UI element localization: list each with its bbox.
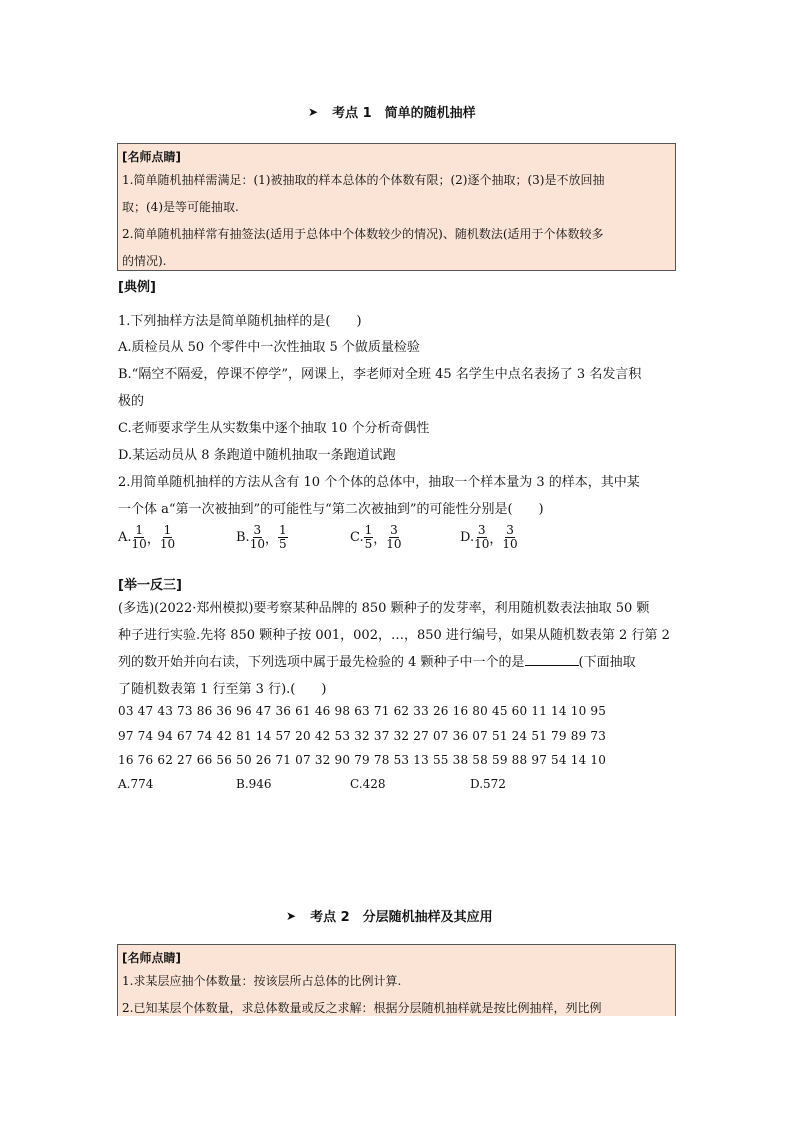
- separator: ，: [489, 532, 503, 547]
- separator: ，: [264, 532, 278, 547]
- tip-box: [117, 143, 676, 271]
- denominator: 5: [364, 537, 373, 551]
- fraction: [278, 524, 288, 551]
- question-1-option-b-cont: 极的: [118, 394, 145, 409]
- question-3-line: 种子进行实验.先将 850 颗种子按 001，002，…，850 进行编号，如果从随机数表第 2 行第 2: [118, 628, 670, 643]
- option-label: A.: [118, 530, 132, 545]
- section-heading-2: [286, 906, 493, 925]
- question-3-option-d: D.572: [470, 777, 506, 791]
- option-label: D.: [460, 530, 475, 545]
- numerator: 1: [135, 523, 143, 537]
- random-number-row: 16 76 62 27 66 56 50 26 71 07 32 90 79 78 53 13 55 38 58 59 88 97 54 14 10: [118, 753, 607, 767]
- tip-line: 的情况).: [122, 254, 167, 268]
- numerator: 1: [163, 523, 172, 537]
- denominator: 5: [278, 537, 287, 551]
- tip-line: 2.已知某层个体数量，求总体数量或反之求解：根据分层随机抽样就是按比例抽样，列比例: [122, 1001, 602, 1015]
- page-cutoff: [117, 1016, 676, 1126]
- question-3-line: [118, 651, 636, 670]
- arrowhead-icon: ➤: [308, 104, 319, 119]
- option-label: C.: [350, 530, 364, 545]
- fraction: [386, 524, 401, 551]
- question-2-option-c: [350, 524, 402, 551]
- question-2-option-b: [236, 524, 288, 551]
- fraction: [502, 524, 517, 551]
- denominator: 10: [386, 537, 402, 551]
- numerator: 1: [364, 523, 373, 537]
- fraction: [132, 524, 147, 551]
- section-heading-1: [308, 102, 476, 121]
- section-title: 考点 2 分层随机抽样及其应用: [310, 910, 493, 925]
- question-2-option-a: [118, 524, 175, 551]
- question-3-line: 了随机数表第 1 行至第 3 行).( ): [118, 682, 327, 697]
- denominator: 10: [502, 537, 518, 551]
- question-3-text: (下面抽取: [578, 655, 636, 670]
- numerator: 3: [506, 523, 514, 537]
- question-3-line: (多选)(2022·郑州模拟)要考察某种品牌的 850 颗种子的发芽率，利用随机数表法抽取 50 颗: [118, 601, 650, 616]
- question-1-option-b: B.“隔空不隔爱，停课不停学”，网课上，李老师对全班 45 名学生中点名表扬了 3 名发言积: [118, 367, 642, 382]
- question-3-option-a: A.774: [118, 777, 154, 791]
- practice-tag: [举一反三]: [118, 578, 182, 593]
- tip-line: 1.简单随机抽样需满足：(1)被抽取的样本总体的个体数有限；(2)逐个抽取；(3)是不放回抽: [122, 173, 605, 187]
- numerator: 3: [390, 523, 398, 537]
- fraction: [474, 524, 489, 551]
- random-number-row: 97 74 94 67 74 42 81 14 57 20 42 53 32 37 32 27 07 36 07 51 24 51 79 89 73: [118, 729, 607, 743]
- question-1-option-a: A.质检员从 50 个零件中一次性抽取 5 个做质量检验: [118, 340, 420, 355]
- denominator: 10: [159, 537, 176, 551]
- tip-line: 2.简单随机抽样常有抽签法(适用于总体中个体数较少的情况)、随机数法(适用于个体数较多: [122, 227, 604, 241]
- numerator: 3: [253, 523, 262, 537]
- answer-blank: [525, 653, 579, 666]
- question-1-stem: 1.下列抽样方法是简单随机抽样的是( ): [118, 314, 362, 329]
- example-tag: [典例]: [118, 280, 156, 295]
- question-3-text: 列的数开始并向右读，下列选项中属于最先检验的 4 颗种子中一个的是: [118, 655, 525, 670]
- random-number-row: 03 47 43 73 86 36 96 47 36 61 46 98 63 71 62 33 26 16 80 45 60 11 14 10 95: [118, 704, 607, 718]
- numerator: 3: [477, 523, 486, 537]
- option-label: B.: [236, 530, 250, 545]
- fraction: [160, 524, 175, 551]
- separator: ，: [373, 532, 387, 547]
- question-3-option-c: C.428: [350, 777, 386, 791]
- question-1-option-d: D.某运动员从 8 条跑道中随机抽取一条跑道试跑: [118, 448, 396, 463]
- denominator: 10: [131, 537, 147, 551]
- denominator: 10: [249, 537, 265, 551]
- fraction: [364, 524, 374, 551]
- question-2-line: 一个体 a“第一次被抽到”的可能性与“第二次被抽到”的可能性分别是( ): [118, 502, 544, 517]
- tip-title: [名师点睛]: [122, 150, 181, 164]
- question-1-option-c: C.老师要求学生从实数集中逐个抽取 10 个分析奇偶性: [118, 421, 430, 436]
- denominator: 10: [474, 537, 490, 551]
- section-title: 考点 1 简单的随机抽样: [332, 106, 476, 121]
- arrowhead-icon: ➤: [286, 908, 297, 923]
- fraction: [250, 524, 265, 551]
- numerator: 1: [278, 523, 287, 537]
- tip-line: 取；(4)是等可能抽取.: [122, 200, 239, 214]
- question-2-option-d: [460, 524, 518, 551]
- question-3-option-b: B.946: [236, 777, 272, 791]
- question-2-line: 2.用简单随机抽样的方法从含有 10 个个体的总体中，抽取一个样本量为 3 的样本，其中某: [118, 475, 640, 490]
- separator: ，: [146, 532, 160, 547]
- tip-title: [名师点睛]: [122, 951, 181, 965]
- tip-line: 1.求某层应抽个体数量：按该层所占总体的比例计算.: [122, 974, 402, 988]
